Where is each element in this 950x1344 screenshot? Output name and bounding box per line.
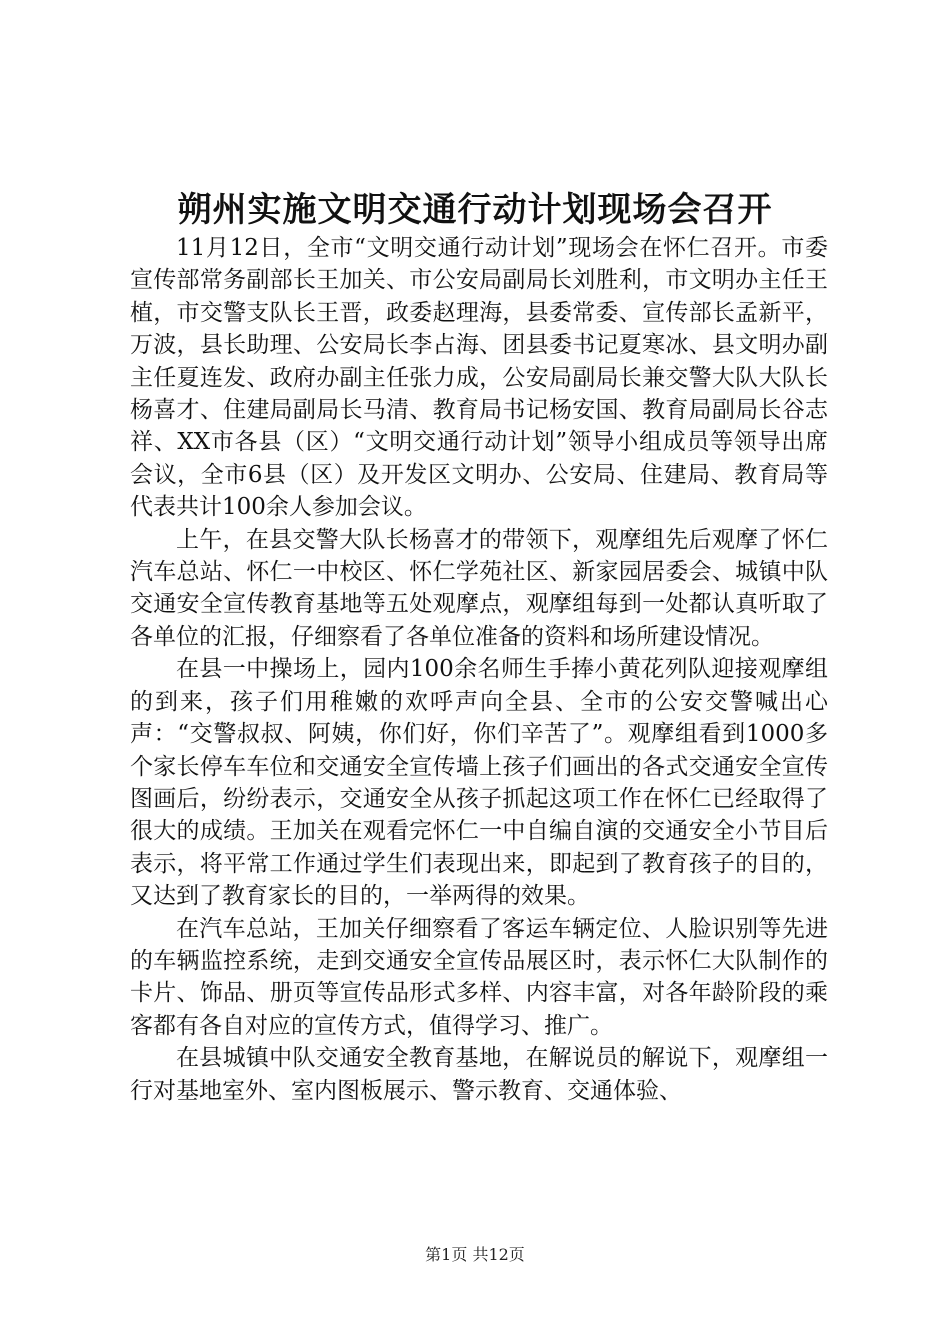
paragraph-1: 11月12日，全市“文明交通行动计划”现场会在怀仁召开。市委宣传部常务副部长王加关、市公安局副局长刘胜利，市文明办主任王植，市交警支队长王晋，政委赵理海，县委常委、宣传部长孟新平，万波，县长助理、公安局长李占海、团县委书记夏寒冰、县文明办副主任夏连发、政府办副主任张力成，公安局副局长兼交警大队大队长杨喜才、住建局副局长马清、教育局书记杨安国、教育局副局长谷志祥、XX市各县（区）“文明交通行动计划”领导小组成员等领导出席会议，全市6县（区）及开发区文明办、公安局、住建局、教育局等代表共计100余人参加会议。 <box>130 235 828 521</box>
document-title: 朔州实施文明交通行动计划现场会召开 <box>177 190 773 230</box>
paragraph-5: 在县城镇中队交通安全教育基地，在解说员的解说下，观摩组一行对基地室外、室内图板展示、警示教育、交通体验、 <box>130 1045 828 1104</box>
paragraph-4: 在汽车总站，王加关仔细察看了客运车辆定位、人脸识别等先进的车辆监控系统，走到交通安全宣传品展区时，表示怀仁大队制作的卡片、饰品、册页等宣传品形式多样、内容丰富，对各年龄阶段的乘客都有各自对应的宣传方式，值得学习、推广。 <box>130 915 828 1039</box>
document-body <box>130 232 828 1107</box>
page-number-footer: 第1页 共12页 <box>425 1245 525 1264</box>
paragraph-3: 在县一中操场上，园内100余名师生手捧小黄花列队迎接观摩组的到来，孩子们用稚嫩的欢呼声向全县、全市的公安交警喊出心声：“交警叔叔、阿姨，你们好，你们辛苦了”。观摩组看到1000多个家长停车车位和交通安全宣传墙上孩子们画出的各式交通安全宣传图画后，纷纷表示，交通安全从孩子抓起这项工作在怀仁已经取得了很大的成绩。王加关在观看完怀仁一中自编自演的交通安全小节目后表示，将平常工作通过学生们表现出来，即起到了教育孩子的目的，又达到了教育家长的目的，一举两得的效果。 <box>130 656 828 910</box>
paragraph-2: 上午，在县交警大队长杨喜才的带领下，观摩组先后观摩了怀仁汽车总站、怀仁一中校区、怀仁学苑社区、新家园居委会、城镇中队交通安全宣传教育基地等五处观摩点，观摩组每到一处都认真听取了各单位的汇报，仔细察看了各单位准备的资料和场所建设情况。 <box>130 526 828 650</box>
